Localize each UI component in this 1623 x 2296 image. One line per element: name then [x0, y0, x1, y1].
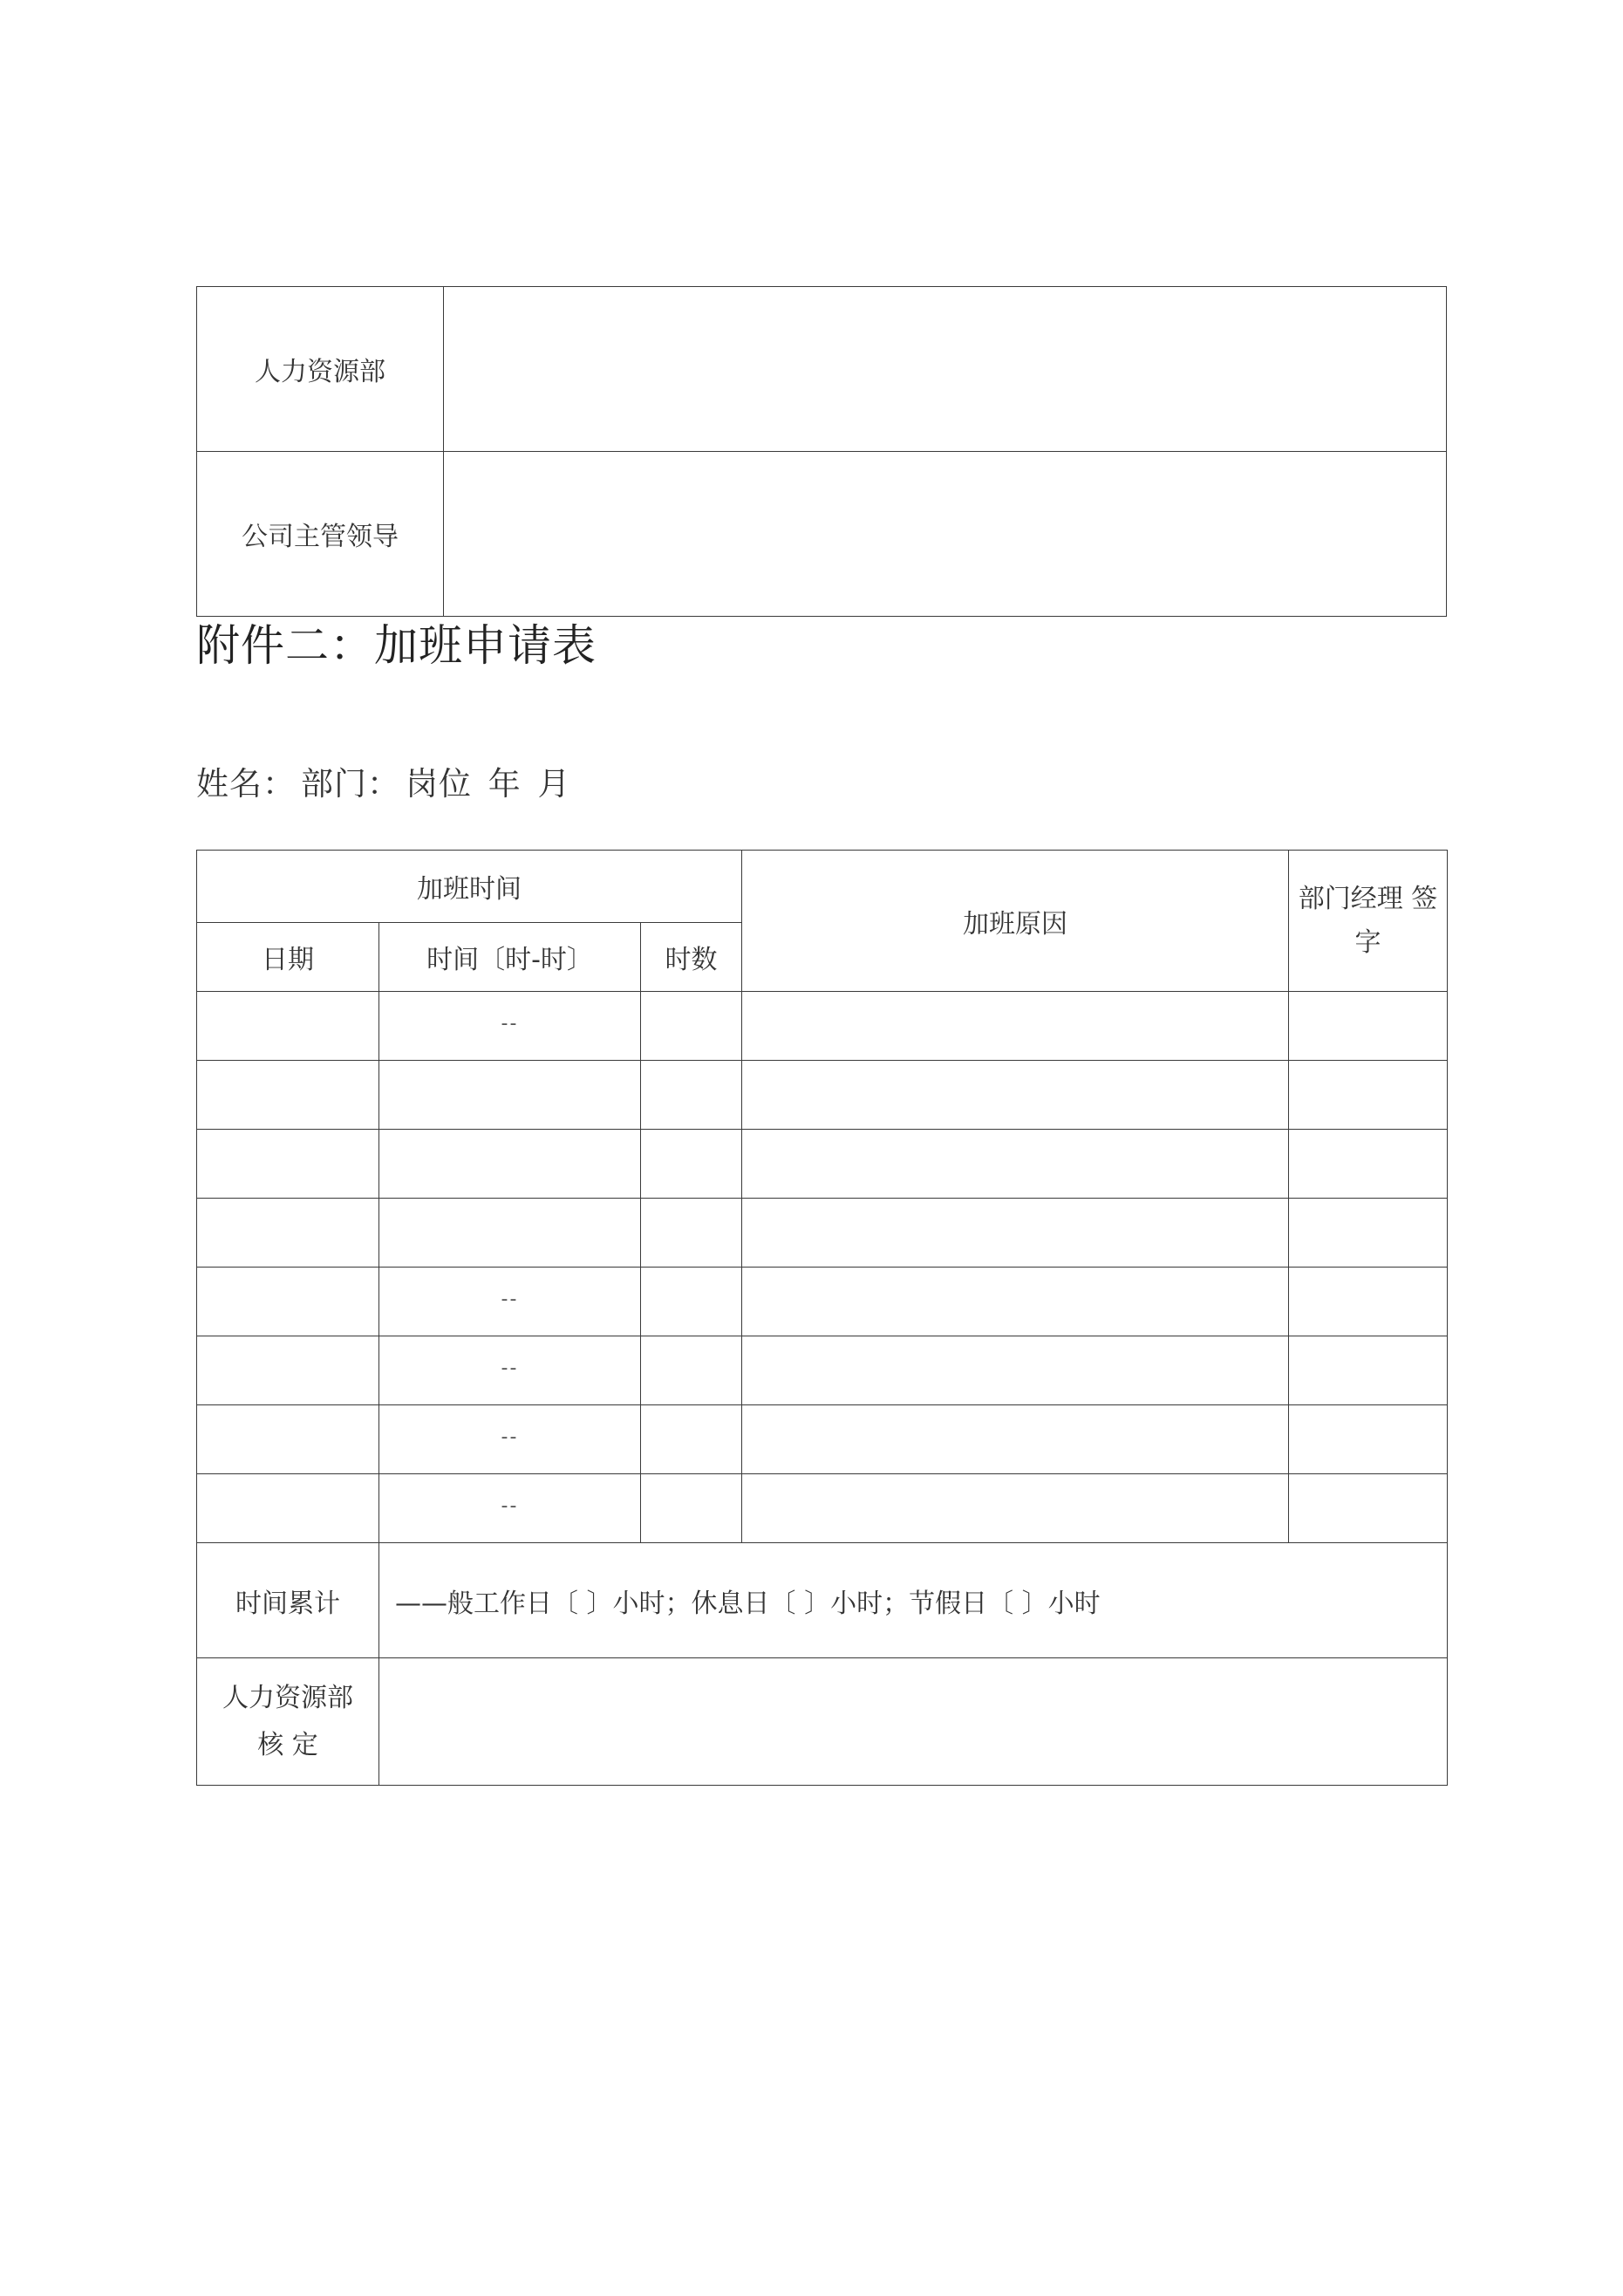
- time-cell[interactable]: [379, 1130, 641, 1199]
- date-header: 日期: [197, 923, 379, 992]
- time-total-label: 时间累计: [197, 1543, 379, 1658]
- date-cell[interactable]: [197, 1199, 379, 1268]
- sign-cell[interactable]: [1289, 1474, 1448, 1543]
- hr-verify-row: [197, 1658, 1448, 1786]
- hr-verify-label-line2: 核 定: [257, 1729, 318, 1760]
- table-row: [197, 1130, 1448, 1199]
- hours-cell[interactable]: [641, 1405, 742, 1474]
- time-separator: --: [501, 1356, 519, 1379]
- time-cell[interactable]: [379, 1405, 641, 1474]
- sign-cell[interactable]: [1289, 1405, 1448, 1474]
- reason-cell[interactable]: [742, 1405, 1289, 1474]
- manager-sign-header: [1289, 851, 1448, 992]
- date-cell[interactable]: [197, 1268, 379, 1336]
- time-cell[interactable]: [379, 1336, 641, 1405]
- hours-cell[interactable]: [641, 1199, 742, 1268]
- hr-verify-label: [197, 1658, 379, 1786]
- hr-verify-label-line1: 人力资源部: [222, 1682, 353, 1713]
- approval-row-hr: [197, 287, 1447, 452]
- time-total-row: [197, 1543, 1448, 1658]
- hours-header: 时数: [641, 923, 742, 992]
- approval-table: [196, 286, 1447, 617]
- reason-cell[interactable]: [742, 1336, 1289, 1405]
- sign-cell[interactable]: [1289, 1268, 1448, 1336]
- manager-sign-header-line2: 字: [1354, 926, 1381, 958]
- time-separator: --: [501, 1288, 519, 1310]
- form-title: 附件二：加班申请表: [196, 620, 597, 671]
- overtime-reason-header: 加班原因: [742, 851, 1289, 992]
- hours-cell[interactable]: [641, 1474, 742, 1543]
- applicant-info-line: [196, 757, 576, 804]
- reason-cell[interactable]: [742, 1199, 1289, 1268]
- company-leader-label: 公司主管领导: [197, 452, 444, 617]
- hr-dept-opinion-cell[interactable]: [444, 287, 1447, 452]
- date-cell[interactable]: [197, 1405, 379, 1474]
- month-label: 月: [537, 765, 571, 803]
- time-cell[interactable]: [379, 1199, 641, 1268]
- reason-cell[interactable]: [742, 1268, 1289, 1336]
- reason-cell[interactable]: [742, 1061, 1289, 1130]
- time-cell[interactable]: [379, 1268, 641, 1336]
- hours-cell[interactable]: [641, 1336, 742, 1405]
- date-cell[interactable]: [197, 1061, 379, 1130]
- name-label: 姓名：: [196, 765, 296, 803]
- time-cell[interactable]: [379, 1474, 641, 1543]
- hours-cell[interactable]: [641, 1061, 742, 1130]
- hr-dept-label: 人力资源部: [197, 287, 444, 452]
- time-total-value[interactable]: ——般工作日〔 〕小时；休息日〔 〕小时；节假日〔 〕小时: [379, 1543, 1448, 1658]
- time-separator: --: [501, 1425, 519, 1448]
- date-cell[interactable]: [197, 1130, 379, 1199]
- approval-row-leader: [197, 452, 1447, 617]
- table-header-row-1: [197, 851, 1448, 923]
- table-row: [197, 1405, 1448, 1474]
- table-row: [197, 1199, 1448, 1268]
- hr-verify-cell[interactable]: [379, 1658, 1448, 1786]
- sign-cell[interactable]: [1289, 1199, 1448, 1268]
- time-separator: --: [501, 1494, 519, 1517]
- table-row: [197, 1336, 1448, 1405]
- time-separator: --: [501, 1012, 519, 1035]
- reason-cell[interactable]: [742, 1474, 1289, 1543]
- table-row: [197, 1061, 1448, 1130]
- sign-cell[interactable]: [1289, 1130, 1448, 1199]
- hours-cell[interactable]: [641, 1268, 742, 1336]
- date-cell[interactable]: [197, 992, 379, 1061]
- hours-cell[interactable]: [641, 1130, 742, 1199]
- hours-cell[interactable]: [641, 992, 742, 1061]
- table-row: [197, 1474, 1448, 1543]
- overtime-table: [196, 850, 1448, 1786]
- date-cell[interactable]: [197, 1336, 379, 1405]
- year-label: 年: [488, 765, 522, 803]
- overtime-time-header: 加班时间: [197, 851, 742, 923]
- sign-cell[interactable]: [1289, 1336, 1448, 1405]
- reason-cell[interactable]: [742, 1130, 1289, 1199]
- dept-label: 部门：: [301, 765, 400, 803]
- time-range-header: 时间〔时-时〕: [379, 923, 641, 992]
- table-row: [197, 1268, 1448, 1336]
- time-cell[interactable]: [379, 992, 641, 1061]
- reason-cell[interactable]: [742, 992, 1289, 1061]
- company-leader-opinion-cell[interactable]: [444, 452, 1447, 617]
- date-cell[interactable]: [197, 1474, 379, 1543]
- sign-cell[interactable]: [1289, 992, 1448, 1061]
- time-cell[interactable]: [379, 1061, 641, 1130]
- post-label: 岗位: [406, 765, 472, 803]
- manager-sign-header-line1: 部门经理 签: [1298, 883, 1438, 914]
- table-row: [197, 992, 1448, 1061]
- sign-cell[interactable]: [1289, 1061, 1448, 1130]
